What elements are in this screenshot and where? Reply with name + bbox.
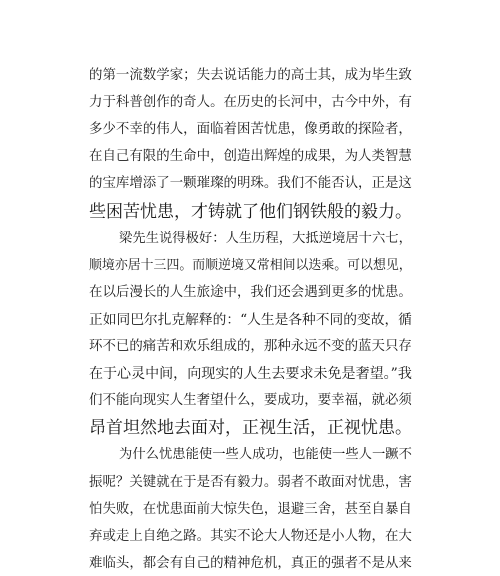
text-line [0,281,500,305]
text-line [0,498,500,522]
text-line [0,443,500,467]
text-line [0,389,500,413]
text-line [0,227,500,251]
line-text: 梁先生说得极好：人生历程，大抵逆境居十六七， [119,230,412,246]
text-line [0,64,500,88]
text-line [0,416,500,440]
line-text: 在于心灵中间，向现实的人生去要求未免是奢望。”我 [89,366,412,383]
line-text: 些困苦忧患，才铸就了他们钢铁般的毅力。 [89,201,412,222]
text-line [0,335,500,359]
line-text: 在以后漫长的人生旅途中，我们还会遇到更多的忧患。 [89,284,412,300]
text-line [0,172,500,196]
text-line [0,525,500,549]
line-text: 昂首坦然地去面对，正视生活，正视忧患。 [89,418,412,439]
line-text: 的第一流数学家；失去说话能力的高士其，成为毕生致 [89,68,412,83]
text-line [0,362,500,386]
text-line [0,145,500,169]
line-text: 在自己有限的生命中，创造出辉煌的成果，为人类智慧 [89,149,412,165]
line-text: 顺境亦居十三四。而顺逆境又常相间以迭乘。可以想见， [89,257,412,273]
line-text: 振呢？关键就在于是否有毅力。弱者不敢面对忧患，害 [89,474,412,490]
text-line [0,308,500,332]
text-line [0,552,500,576]
text-line [0,200,500,224]
text-line [0,118,500,142]
line-text: 多少不幸的伟人，面临着困苦忧患，像勇敢的探险者， [89,122,412,138]
line-text: 弃或走上自绝之路。其实不论大人物还是小人物，在大 [89,528,412,544]
line-text: 正如同巴尔扎克解释的：“人生是各种不同的变故，循 [89,311,412,328]
line-text: 难临头，都会有自己的精神危机，真正的强者不是从来 [89,555,412,571]
text-line [0,91,500,115]
line-text: 们不能向现实人生奢望什么，要成功，要幸福，就必须 [89,393,412,409]
line-text: 的宝库增添了一颗璀璨的明珠。我们不能否认，正是这 [89,176,412,192]
line-text: 为什么忧患能使一些人成功，也能使一些人一蹶不 [119,447,412,463]
line-text: 力于科普创作的奇人。在历史的长河中，古今中外，有 [89,95,412,111]
line-text: 怕失败，在忧患面前大惊失色，退避三舍，甚至自暴自 [89,501,412,517]
line-text: 环不已的痛苦和欢乐组成的，那种永远不变的蓝天只存 [89,339,412,354]
text-line [0,471,500,495]
text-line [0,254,500,278]
